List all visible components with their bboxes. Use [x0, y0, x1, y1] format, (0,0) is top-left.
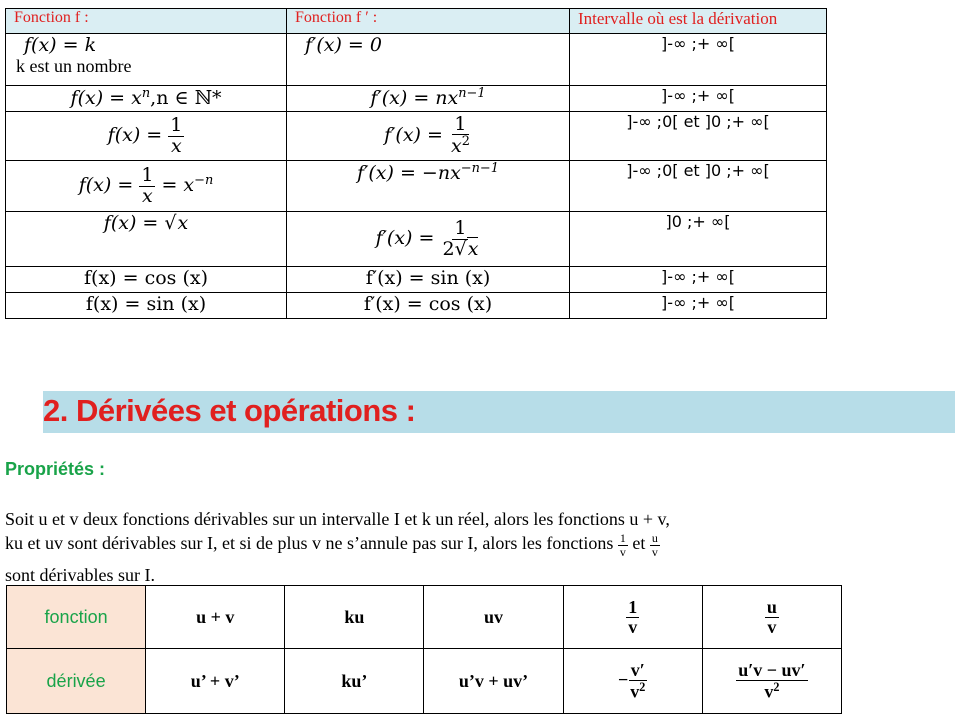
- interval-value: ]-∞ ;+ ∞[: [570, 34, 827, 86]
- derivative-expr: f′(x) = 0: [305, 34, 382, 56]
- row-label-fonction: fonction: [7, 586, 146, 649]
- properties-label: Propriétés :: [5, 459, 106, 479]
- derivatives-table-header: [6, 9, 827, 34]
- derivative-expr: $f'(x) = nx^{n-1}$: [370, 86, 486, 110]
- function-expr: $f(x) = x^n,n$ ∈ ℕ*: [70, 86, 222, 110]
- cell-quotient-derivative: $\frac{u'v - uv'}{v^2}$: [702, 649, 841, 714]
- fraction-1-over-v: $\frac{1}{v}$: [619, 531, 626, 559]
- header-derivative: Fonction f ′ :: [287, 9, 570, 34]
- table-row: [6, 34, 827, 86]
- cell-sum-derivative: u’ + v’: [146, 649, 285, 714]
- derivatives-table: [5, 8, 827, 319]
- row-label-derivee: dérivée: [7, 649, 146, 714]
- function-expr: f(x) = cos (x): [84, 267, 208, 289]
- interval-value: ]-∞ ;0[ et ]0 ;+ ∞[: [570, 161, 827, 212]
- cell-inverse-derivative: − $\frac{v'}{v^2}$: [563, 649, 702, 714]
- table-row: [7, 649, 842, 714]
- table-row: [6, 112, 827, 161]
- table-row: [6, 161, 827, 212]
- cell-quotient: $\frac{u}{v}$: [702, 586, 841, 649]
- paragraph-line-1: Soit u et v deux fonctions dérivables sur un intervalle I et k un réel, alors les fonctions u + v,: [5, 509, 670, 529]
- paragraph-line-2: ku et uv sont dérivables sur I, et si de plus v ne s’annule pas sur I, alors les fonctions $\frac{1}{v}$ et $\frac{u}{v}$: [5, 531, 658, 559]
- cell-ku: ku: [285, 586, 424, 649]
- derivative-expr: f′(x) = $\frac{1}{2√x}$: [375, 216, 479, 260]
- function-expr: f(x) = sin (x): [85, 293, 207, 315]
- function-expr: f(x) = k: [24, 34, 97, 56]
- header-interval: Intervalle où est la dérivation: [570, 9, 827, 34]
- function-expr: f(x) = $\frac{1}{x}$ = $x^{-n}$: [78, 163, 214, 207]
- interval-value: ]0 ;+ ∞[: [570, 212, 827, 267]
- function-expr: f(x) = $\frac{1}{x}$: [107, 113, 183, 157]
- section-title: 2. Dérivées et opérations :: [43, 393, 416, 428]
- cell-uv-derivative: u’v + uv’: [424, 649, 563, 714]
- interval-value: ]-∞ ;0[ et ]0 ;+ ∞[: [570, 112, 827, 161]
- paragraph-line-3: sont dérivables sur I.: [5, 565, 155, 585]
- derivative-expr: f′(x) = cos (x): [363, 293, 493, 315]
- section-heading-bar: [43, 391, 955, 433]
- cell-ku-derivative: ku’: [285, 649, 424, 714]
- derivative-expr: $f'(x) = -nx^{-n-1}$: [357, 161, 499, 185]
- function-expr: f(x) = √x: [103, 212, 189, 234]
- cell-inverse: $\frac{1}{v}$: [563, 586, 702, 649]
- fraction-u-over-v: $\frac{u}{v}$: [651, 531, 658, 559]
- interval-value: ]-∞ ;+ ∞[: [570, 293, 827, 319]
- cell-uv: uv: [424, 586, 563, 649]
- interval-value: ]-∞ ;+ ∞[: [570, 267, 827, 293]
- derivative-expr: f′(x) = sin (x): [365, 267, 491, 289]
- cell-sum: u + v: [146, 586, 285, 649]
- interval-value: ]-∞ ;+ ∞[: [570, 86, 827, 112]
- operations-table: [6, 585, 842, 714]
- table-row: [7, 586, 842, 649]
- derivative-expr: f′(x) = $\frac{1}{x^2}$: [384, 112, 470, 158]
- table-row: [6, 267, 827, 293]
- header-function: Fonction f :: [6, 9, 287, 34]
- table-row: [6, 86, 827, 112]
- constant-note: k est un nombre: [16, 56, 132, 76]
- table-row: [6, 293, 827, 319]
- table-row: [6, 212, 827, 267]
